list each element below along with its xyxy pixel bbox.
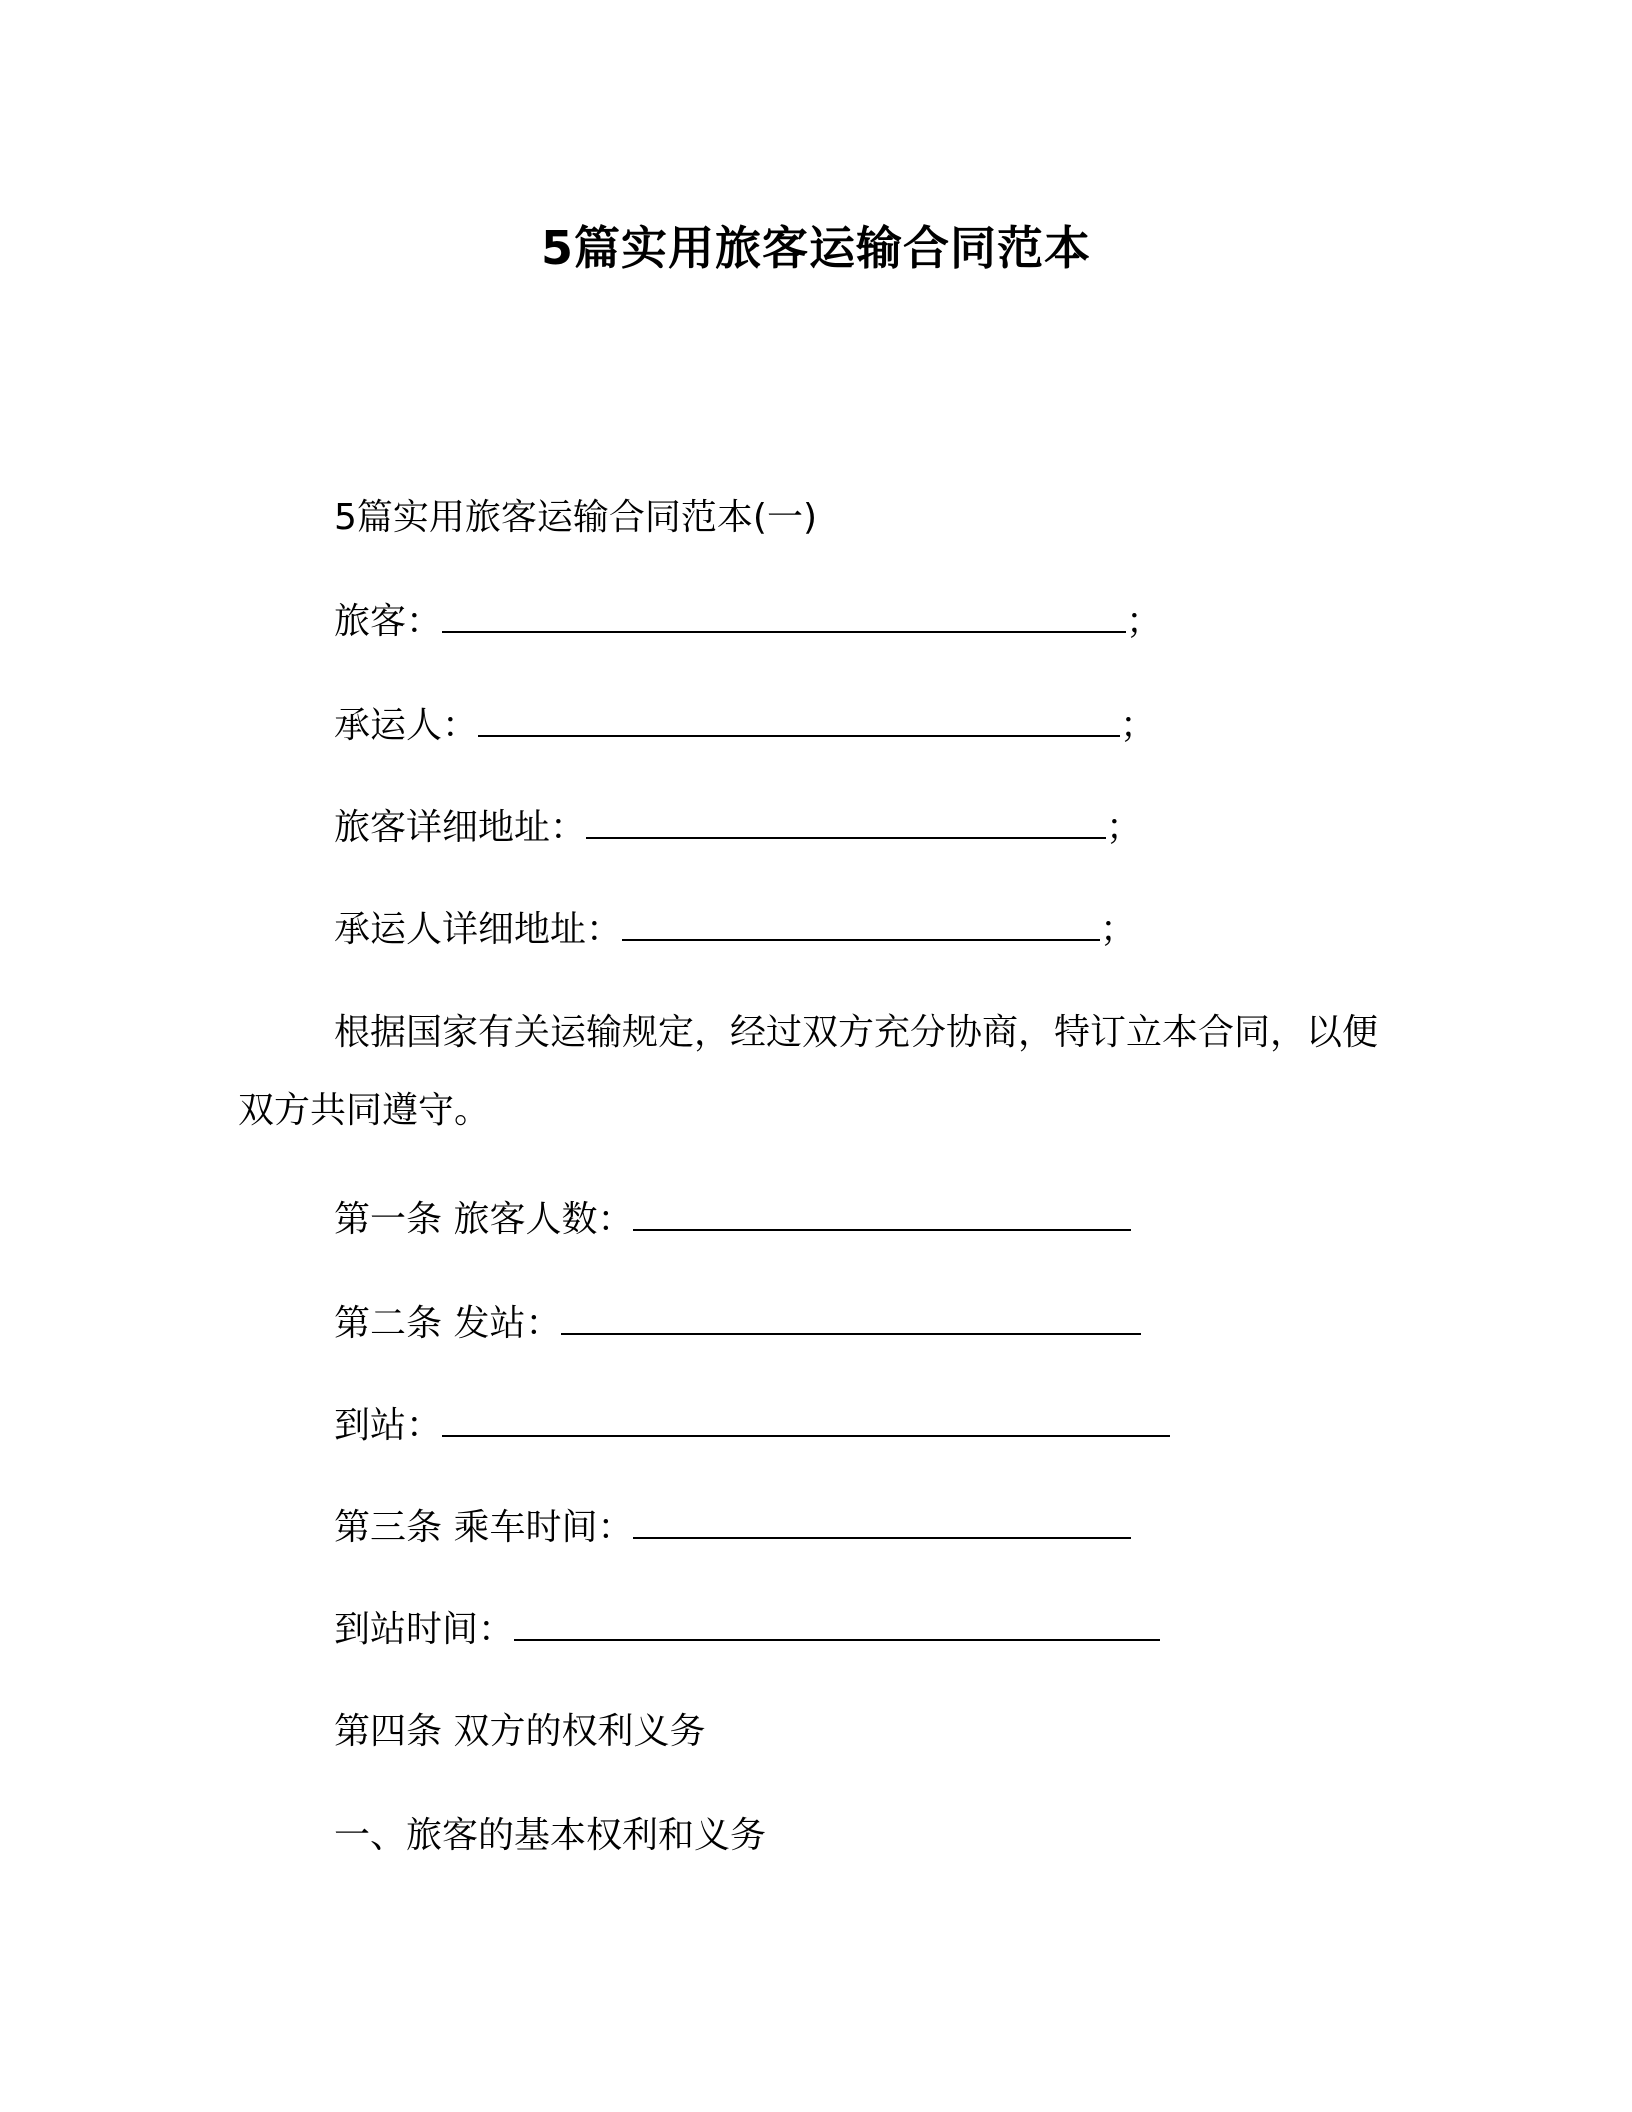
arrival-time — [334, 1606, 1160, 1654]
field-carrier — [334, 702, 1156, 750]
blank-line — [442, 601, 1126, 633]
blank-line — [478, 705, 1120, 737]
article-four-heading: 第四条 双方的权利义务 — [334, 1711, 706, 1752]
field-suffix: ； — [1120, 705, 1157, 746]
field-passenger-address — [334, 804, 1142, 852]
subsection-heading: 一、旅客的基本权利和义务 — [334, 1815, 767, 1856]
blank-line — [561, 1303, 1141, 1335]
article-label: 到站： — [334, 1405, 443, 1446]
field-carrier-address — [334, 906, 1136, 954]
field-passenger — [334, 598, 1162, 646]
field-suffix: ； — [1100, 909, 1137, 950]
field-label: 旅客： — [334, 601, 443, 642]
blank-line — [442, 1405, 1170, 1437]
intro-paragraph: 根据国家有关运输规定，经过双方充分协商，特订立本合同，以便双方共同遵守。 — [238, 1012, 1379, 1131]
field-label: 承运人： — [334, 705, 479, 746]
article-label: 到站时间： — [334, 1609, 515, 1650]
article-two — [334, 1300, 1141, 1348]
document-title: 5篇实用旅客运输合同范本 — [540, 221, 1091, 275]
field-suffix: ； — [1106, 807, 1143, 848]
field-label: 承运人详细地址： — [334, 909, 623, 950]
article-one — [334, 1196, 1131, 1244]
article-label: 第三条 乘车时间： — [334, 1507, 634, 1548]
arrival-station — [334, 1402, 1170, 1450]
article-three — [334, 1504, 1131, 1552]
blank-line — [633, 1507, 1131, 1539]
blank-line — [586, 807, 1106, 839]
blank-line — [633, 1199, 1131, 1231]
article-label: 第一条 旅客人数： — [334, 1199, 634, 1240]
article-label: 第二条 发站： — [334, 1303, 562, 1344]
blank-line — [622, 909, 1100, 941]
blank-line — [514, 1609, 1160, 1641]
section-heading: 5篇实用旅客运输合同范本(一) — [334, 497, 817, 538]
field-label: 旅客详细地址： — [334, 807, 587, 848]
field-suffix: ； — [1126, 601, 1163, 642]
